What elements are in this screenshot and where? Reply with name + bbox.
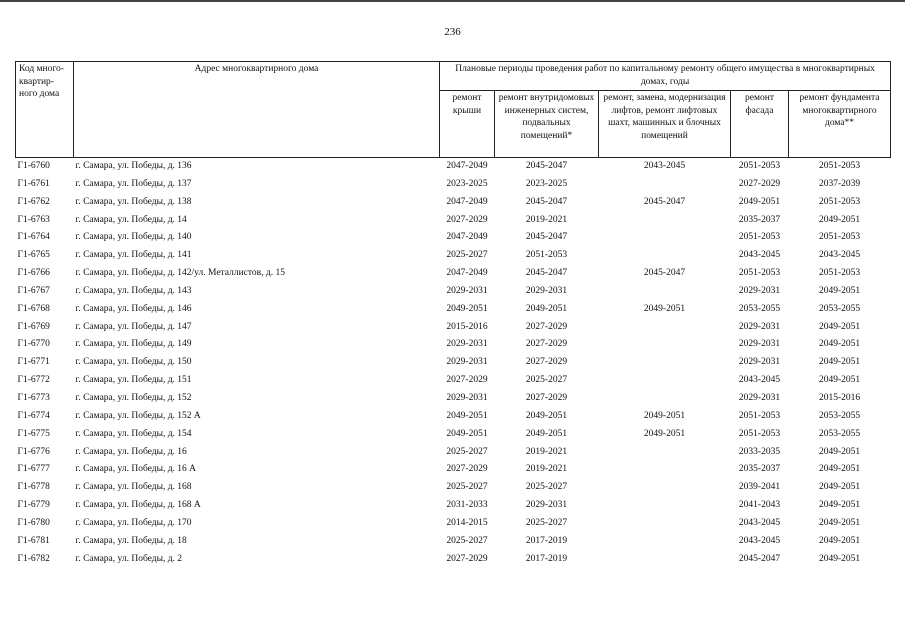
cell-engineering: 2019-2021 — [525, 464, 568, 475]
cell-address: г. Самара, ул. Победы, д. 146 — [75, 303, 192, 314]
cell-foundation: 2015-2016 — [818, 392, 861, 403]
table-row — [16, 444, 891, 462]
cell-foundation: 2037-2039 — [818, 178, 861, 189]
cell-code: Г1-6764 — [17, 232, 50, 243]
cell-facade: 2033-2035 — [738, 446, 781, 457]
cell-code: Г1-6766 — [17, 268, 50, 279]
header-engineering: ремонт внутридомовых инженерных систем, подвальных помещений* — [495, 91, 599, 158]
table-row — [16, 408, 891, 426]
header-foundation: ремонт фундамента многоквартирного дома** — [789, 91, 891, 158]
cell-facade: 2045-2047 — [738, 553, 781, 564]
cell-address: г. Самара, ул. Победы, д. 150 — [75, 357, 192, 368]
cell-facade: 2029-2031 — [738, 339, 781, 350]
cell-address: г. Самара, ул. Победы, д. 16 А — [75, 464, 197, 475]
cell-lifts — [599, 533, 731, 551]
cell-address: г. Самара, ул. Победы, д. 143 — [75, 285, 192, 296]
cell-engineering: 2045-2047 — [525, 232, 568, 243]
cell-facade: 2051-2053 — [738, 410, 781, 421]
cell-roof: 2031-2033 — [446, 500, 488, 511]
cell-code: Г1-6767 — [17, 285, 50, 296]
cell-foundation: 2051-2053 — [818, 196, 861, 207]
cell-lifts — [599, 176, 731, 194]
cell-lifts — [599, 319, 731, 337]
cell-lifts — [599, 390, 731, 408]
cell-address: г. Самара, ул. Победы, д. 136 — [75, 161, 192, 171]
cell-foundation: 2049-2051 — [818, 535, 861, 546]
cell-roof: 2047-2049 — [446, 196, 488, 207]
table-row — [16, 194, 891, 212]
cell-engineering: 2019-2021 — [525, 214, 568, 225]
cell-roof: 2049-2051 — [446, 303, 488, 314]
cell-roof: 2027-2029 — [446, 464, 488, 475]
cell-foundation: 2053-2055 — [818, 428, 861, 439]
cell-address: г. Самара, ул. Победы, д. 168 — [75, 482, 192, 493]
header-code: Код много-квартир-ного дома — [16, 62, 74, 158]
cell-lifts — [599, 461, 731, 479]
cell-roof: 2047-2049 — [446, 268, 488, 279]
cell-engineering: 2051-2053 — [525, 250, 568, 261]
cell-code: Г1-6765 — [17, 250, 50, 261]
cell-roof: 2025-2027 — [446, 250, 488, 261]
header-row-top — [16, 62, 891, 91]
cell-roof: 2027-2029 — [446, 553, 488, 564]
table-row — [16, 319, 891, 337]
cell-engineering: 2049-2051 — [525, 410, 568, 421]
cell-foundation: 2049-2051 — [818, 321, 861, 332]
table-row — [16, 497, 891, 515]
cell-roof: 2015-2016 — [446, 321, 488, 332]
cell-roof: 2025-2027 — [446, 482, 488, 493]
cell-foundation: 2053-2055 — [818, 303, 861, 314]
cell-lifts: 2049-2051 — [643, 410, 686, 421]
header-roof: ремонт крыши — [440, 91, 495, 158]
cell-roof: 2025-2027 — [446, 535, 488, 546]
cell-code: Г1-6760 — [17, 161, 50, 171]
cell-roof: 2047-2049 — [446, 232, 488, 243]
cell-lifts — [599, 497, 731, 515]
cell-facade: 2039-2041 — [738, 482, 781, 493]
capital-repair-schedule-table — [15, 61, 891, 568]
cell-engineering: 2017-2019 — [525, 535, 568, 546]
cell-facade: 2035-2037 — [738, 464, 781, 475]
table-row — [16, 426, 891, 444]
cell-code: Г1-6777 — [17, 464, 50, 475]
cell-engineering: 2045-2047 — [525, 196, 568, 207]
table-row — [16, 479, 891, 497]
cell-foundation: 2043-2045 — [818, 250, 861, 261]
cell-lifts — [599, 479, 731, 497]
cell-engineering: 2027-2029 — [525, 339, 568, 350]
cell-engineering: 2045-2047 — [525, 268, 568, 279]
cell-roof: 2027-2029 — [446, 375, 488, 386]
cell-foundation: 2049-2051 — [818, 214, 861, 225]
cell-facade: 2043-2045 — [738, 517, 781, 528]
cell-engineering: 2027-2029 — [525, 357, 568, 368]
cell-address: г. Самара, ул. Победы, д. 151 — [75, 375, 192, 386]
table-row — [16, 461, 891, 479]
cell-lifts: 2043-2045 — [643, 161, 686, 171]
cell-roof: 2029-2031 — [446, 392, 488, 403]
cell-engineering: 2029-2031 — [525, 500, 568, 511]
cell-lifts — [599, 515, 731, 533]
cell-foundation: 2049-2051 — [818, 482, 861, 493]
cell-address: г. Самара, ул. Победы, д. 140 — [75, 232, 192, 243]
cell-engineering: 2049-2051 — [525, 428, 568, 439]
cell-address: г. Самара, ул. Победы, д. 152 — [75, 392, 192, 403]
cell-facade: 2051-2053 — [738, 268, 781, 279]
cell-engineering: 2027-2029 — [525, 321, 568, 332]
cell-code: Г1-6761 — [17, 178, 50, 189]
cell-lifts — [599, 444, 731, 462]
page-top-rule — [0, 0, 905, 2]
cell-roof: 2025-2027 — [446, 446, 488, 457]
cell-code: Г1-6772 — [17, 375, 50, 386]
cell-facade: 2051-2053 — [738, 161, 781, 171]
cell-lifts — [599, 212, 731, 230]
cell-roof: 2047-2049 — [446, 161, 488, 171]
cell-roof: 2029-2031 — [446, 339, 488, 350]
table-row — [16, 283, 891, 301]
cell-roof: 2014-2015 — [446, 517, 488, 528]
cell-foundation: 2049-2051 — [818, 285, 861, 296]
cell-address: г. Самара, ул. Победы, д. 170 — [75, 517, 192, 528]
cell-address: г. Самара, ул. Победы, д. 18 — [75, 535, 187, 546]
cell-address: г. Самара, ул. Победы, д. 2 — [75, 553, 183, 564]
cell-engineering: 2025-2027 — [525, 517, 568, 528]
cell-lifts — [599, 283, 731, 301]
table-row — [16, 515, 891, 533]
cell-foundation: 2049-2051 — [818, 357, 861, 368]
cell-facade: 2041-2043 — [738, 500, 781, 511]
cell-lifts: 2049-2051 — [643, 428, 686, 439]
cell-foundation: 2049-2051 — [818, 553, 861, 564]
header-periods-group: Плановые периоды проведения работ по капитальному ремонту общего имущества в многоквартирных домах, годы — [440, 62, 891, 91]
cell-foundation: 2053-2055 — [818, 410, 861, 421]
cell-address: г. Самара, ул. Победы, д. 168 А — [75, 500, 201, 511]
cell-code: Г1-6774 — [17, 410, 50, 421]
cell-foundation: 2049-2051 — [818, 446, 861, 457]
cell-roof: 2027-2029 — [446, 214, 488, 225]
cell-lifts — [599, 336, 731, 354]
cell-address: г. Самара, ул. Победы, д. 141 — [75, 250, 192, 261]
cell-address: г. Самара, ул. Победы, д. 142/ул. Металлистов, д. 15 — [75, 268, 285, 279]
cell-code: Г1-6779 — [17, 500, 50, 511]
cell-code: Г1-6771 — [17, 357, 50, 368]
cell-engineering: 2019-2021 — [525, 446, 568, 457]
cell-facade: 2051-2053 — [738, 428, 781, 439]
table-row — [16, 301, 891, 319]
cell-facade: 2035-2037 — [738, 214, 781, 225]
table-row — [16, 247, 891, 265]
cell-lifts — [599, 551, 731, 569]
table-body — [16, 158, 891, 569]
cell-roof: 2049-2051 — [446, 428, 488, 439]
table-row — [16, 158, 891, 176]
cell-foundation: 2051-2053 — [818, 268, 861, 279]
cell-lifts: 2049-2051 — [643, 303, 686, 314]
cell-code: Г1-6782 — [17, 553, 50, 564]
cell-code: Г1-6768 — [17, 303, 50, 314]
cell-code: Г1-6770 — [17, 339, 50, 350]
cell-code: Г1-6778 — [17, 482, 50, 493]
cell-engineering: 2017-2019 — [525, 553, 568, 564]
cell-engineering: 2025-2027 — [525, 482, 568, 493]
page-number: 236 — [444, 26, 461, 38]
cell-code: Г1-6775 — [17, 428, 50, 439]
table-row — [16, 336, 891, 354]
header-facade: ремонт фасада — [731, 91, 789, 158]
table-header — [16, 62, 891, 158]
cell-engineering: 2029-2031 — [525, 285, 568, 296]
cell-facade: 2049-2051 — [738, 196, 781, 207]
table-row — [16, 372, 891, 390]
cell-foundation: 2049-2051 — [818, 375, 861, 386]
cell-code: Г1-6773 — [17, 392, 50, 403]
table-row — [16, 354, 891, 372]
cell-foundation: 2049-2051 — [818, 464, 861, 475]
table-row — [16, 551, 891, 569]
table-row — [16, 533, 891, 551]
cell-foundation: 2049-2051 — [818, 500, 861, 511]
cell-address: г. Самара, ул. Победы, д. 149 — [75, 339, 192, 350]
table-row — [16, 212, 891, 230]
cell-lifts: 2045-2047 — [643, 196, 686, 207]
cell-roof: 2049-2051 — [446, 410, 488, 421]
cell-address: г. Самара, ул. Победы, д. 138 — [75, 196, 192, 207]
cell-engineering: 2027-2029 — [525, 392, 568, 403]
cell-engineering: 2045-2047 — [525, 161, 568, 171]
cell-address: г. Самара, ул. Победы, д. 16 — [75, 446, 187, 457]
cell-lifts — [599, 354, 731, 372]
cell-address: г. Самара, ул. Победы, д. 152 А — [75, 410, 201, 421]
cell-facade: 2029-2031 — [738, 321, 781, 332]
cell-roof: 2029-2031 — [446, 357, 488, 368]
cell-lifts — [599, 229, 731, 247]
cell-facade: 2043-2045 — [738, 250, 781, 261]
cell-address: г. Самара, ул. Победы, д. 154 — [75, 428, 192, 439]
cell-address: г. Самара, ул. Победы, д. 14 — [75, 214, 187, 225]
cell-code: Г1-6781 — [17, 535, 50, 546]
cell-engineering: 2023-2025 — [525, 178, 568, 189]
header-address: Адрес многоквартирного дома — [74, 62, 440, 158]
cell-foundation: 2049-2051 — [818, 517, 861, 528]
table-row — [16, 176, 891, 194]
cell-code: Г1-6762 — [17, 196, 50, 207]
cell-engineering: 2025-2027 — [525, 375, 568, 386]
cell-facade: 2053-2055 — [738, 303, 781, 314]
cell-foundation: 2051-2053 — [818, 161, 861, 171]
cell-code: Г1-6763 — [17, 214, 50, 225]
cell-facade: 2029-2031 — [738, 392, 781, 403]
table-row — [16, 265, 891, 283]
cell-facade: 2051-2053 — [738, 232, 781, 243]
header-lifts: ремонт, замена, модернизация лифтов, ремонт лифтовых шахт, машинных и блочных помещений — [599, 91, 731, 158]
cell-address: г. Самара, ул. Победы, д. 137 — [75, 178, 192, 189]
cell-facade: 2043-2045 — [738, 375, 781, 386]
cell-code: Г1-6780 — [17, 517, 50, 528]
cell-code: Г1-6776 — [17, 446, 50, 457]
table-row — [16, 390, 891, 408]
cell-facade: 2029-2031 — [738, 357, 781, 368]
cell-foundation: 2049-2051 — [818, 339, 861, 350]
table-row — [16, 229, 891, 247]
cell-facade: 2043-2045 — [738, 535, 781, 546]
cell-code: Г1-6769 — [17, 321, 50, 332]
cell-roof: 2029-2031 — [446, 285, 488, 296]
cell-lifts — [599, 372, 731, 390]
cell-foundation: 2051-2053 — [818, 232, 861, 243]
cell-lifts — [599, 247, 731, 265]
cell-facade: 2029-2031 — [738, 285, 781, 296]
cell-address: г. Самара, ул. Победы, д. 147 — [75, 321, 192, 332]
cell-facade: 2027-2029 — [738, 178, 781, 189]
cell-engineering: 2049-2051 — [525, 303, 568, 314]
cell-lifts: 2045-2047 — [643, 268, 686, 279]
cell-roof: 2023-2025 — [446, 178, 488, 189]
